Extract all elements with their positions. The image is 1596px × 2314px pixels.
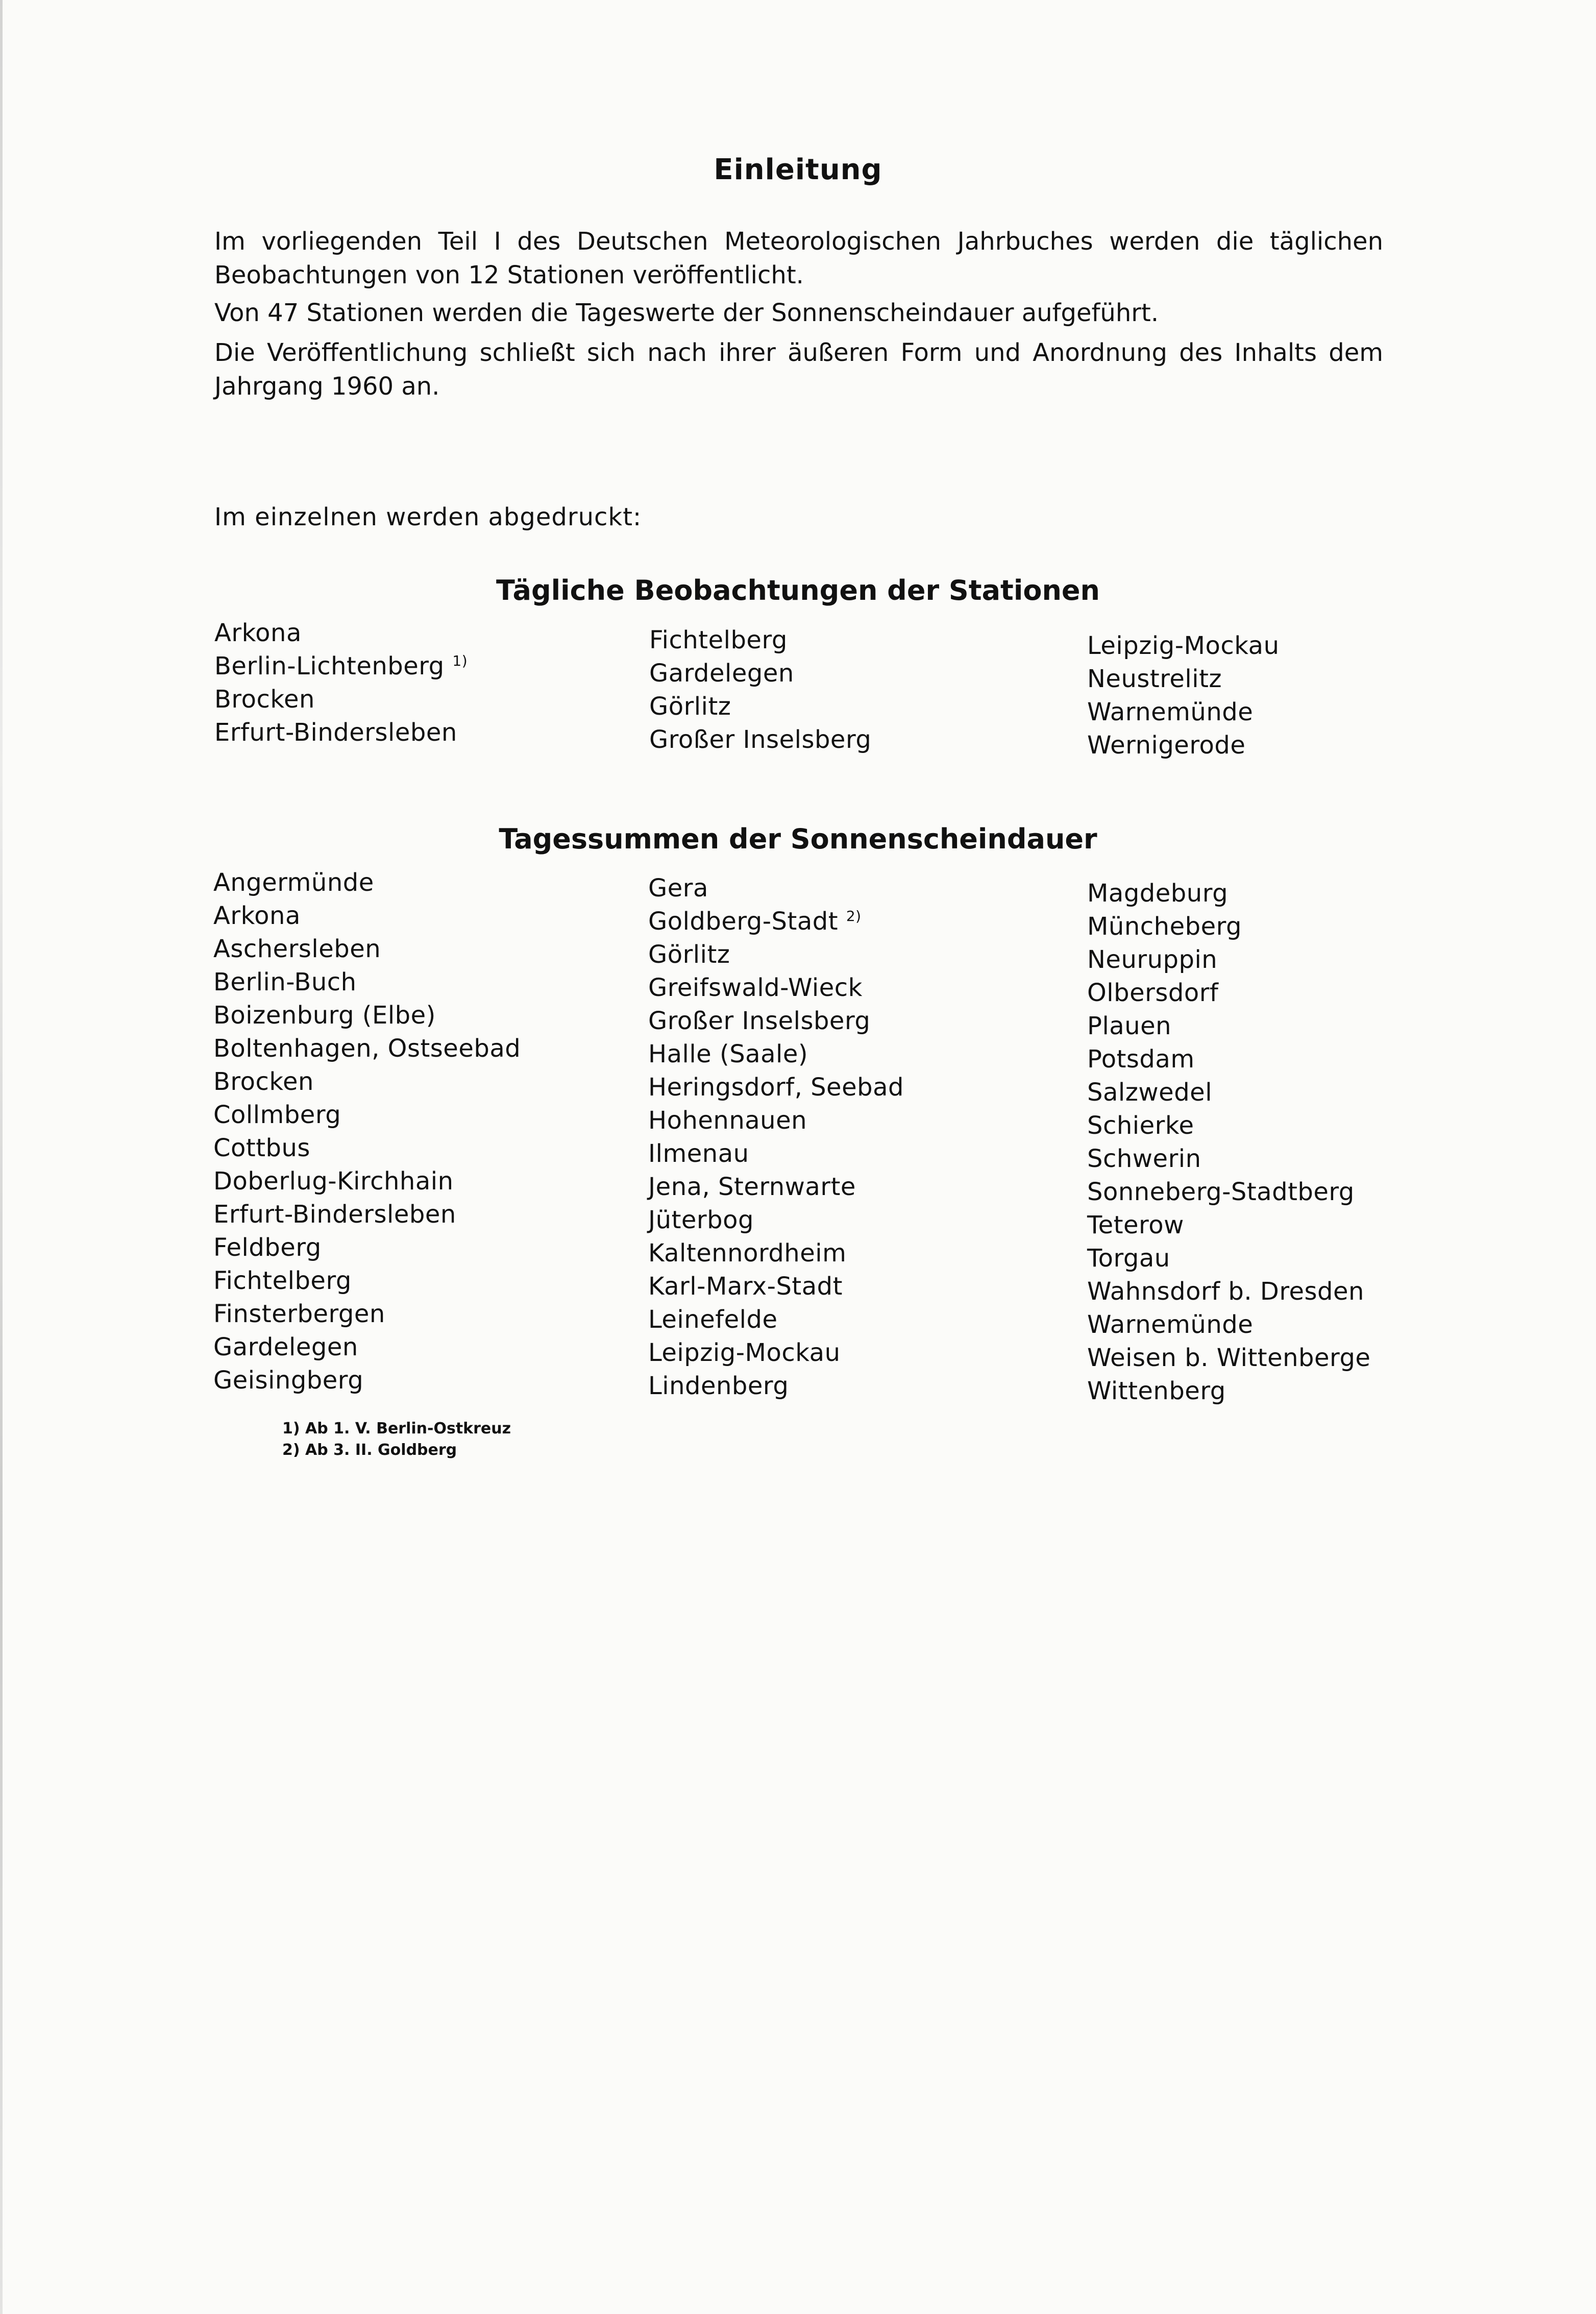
station-item: Wahnsdorf b. Dresden	[1087, 1277, 1364, 1306]
station-item: Warnemünde	[1087, 698, 1254, 726]
station-item: Gardelegen	[649, 659, 794, 688]
station-item: Jena, Sternwarte	[648, 1173, 856, 1201]
footnote-2: 2) Ab 3. II. Goldberg	[282, 1441, 457, 1459]
station-item: Schwerin	[1087, 1144, 1201, 1173]
station-item: Jüterbog	[648, 1206, 754, 1234]
station-item: Feldberg	[213, 1233, 322, 1262]
station-item: Doberlug-Kirchhain	[213, 1167, 454, 1196]
station-item: Halle (Saale)	[648, 1040, 808, 1068]
intro-paragraph-2: Von 47 Stationen werden die Tageswerte der Sonnenscheindauer aufgeführt.	[214, 299, 1159, 327]
station-item: Gardelegen	[213, 1333, 358, 1361]
station-item: Plauen	[1087, 1012, 1172, 1040]
station-item: Erfurt-Bindersleben	[214, 718, 457, 747]
station-item: Ilmenau	[648, 1139, 749, 1168]
station-item: Großer Inselsberg	[648, 1007, 871, 1035]
station-item: Cottbus	[213, 1134, 310, 1162]
station-item: Weisen b. Wittenberge	[1087, 1344, 1371, 1372]
station-item: Angermünde	[213, 868, 374, 897]
station-item: Müncheberg	[1087, 912, 1242, 941]
station-item: Görlitz	[648, 940, 730, 969]
station-item: Lindenberg	[648, 1372, 789, 1400]
daily-stations-column-1	[214, 617, 468, 749]
station-item: Boizenburg (Elbe)	[213, 1001, 436, 1030]
station-item: Fichtelberg	[213, 1266, 352, 1295]
section-title-daily-observations: Tägliche Beobachtungen der Stationen	[496, 574, 1100, 606]
station-item: Fichtelberg	[649, 626, 788, 654]
station-item: Brocken	[213, 1067, 314, 1096]
station-item: Torgau	[1087, 1244, 1170, 1273]
daily-stations-column-2	[649, 624, 871, 757]
page-title: Einleitung	[714, 153, 882, 186]
footnote-marker: 2)	[846, 908, 862, 924]
intro-paragraph-1: Im vorliegenden Teil I des Deutschen Meteorologischen Jahrbuches werden die täglichen Beobachtungen von 12 Stationen veröffentlicht.	[214, 227, 1383, 289]
station-item: Arkona	[214, 619, 302, 647]
footnote-marker: 1)	[452, 652, 468, 669]
station-item: Kaltennordheim	[648, 1239, 847, 1268]
intro-paragraph-3: Die Veröffentlichung schließt sich nach ihrer äußeren Form und Anordnung des Inhalts dem Jahrgang 1960 an.	[214, 338, 1383, 401]
station-item: Arkona	[213, 902, 301, 930]
station-item: Potsdam	[1087, 1045, 1195, 1074]
station-item: Collmberg	[213, 1101, 341, 1129]
station-item: Hohennauen	[648, 1106, 807, 1135]
station-item: Berlin-Lichtenberg $^{1)}$	[214, 652, 468, 680]
station-item: Heringsdorf, Seebad	[648, 1073, 904, 1102]
station-item: Leinefelde	[648, 1305, 778, 1334]
station-item: Teterow	[1087, 1211, 1184, 1239]
station-item: Salzwedel	[1087, 1078, 1213, 1107]
sunshine-stations-column-2	[648, 872, 904, 1403]
section-title-sunshine-duration: Tagessummen der Sonnenscheindauer	[499, 823, 1097, 855]
station-item: Neustrelitz	[1087, 665, 1222, 693]
station-item: Leipzig-Mockau	[1087, 631, 1280, 660]
station-item: Schierke	[1087, 1111, 1194, 1140]
sunshine-stations-column-3	[1087, 877, 1370, 1408]
station-item: Wittenberg	[1087, 1377, 1226, 1405]
station-item: Boltenhagen, Ostseebad	[213, 1034, 521, 1063]
station-item: Finsterbergen	[213, 1300, 385, 1328]
sunshine-stations-column-1	[213, 866, 521, 1397]
station-item: Görlitz	[649, 692, 731, 721]
station-item: Neuruppin	[1087, 945, 1218, 974]
station-item: Geisingberg	[213, 1366, 364, 1395]
station-item: Warnemünde	[1087, 1310, 1254, 1339]
station-item: Berlin-Buch	[213, 968, 357, 996]
station-item: Karl-Marx-Stadt	[648, 1272, 843, 1301]
station-item: Brocken	[214, 685, 315, 714]
station-item: Wernigerode	[1087, 731, 1246, 760]
station-item: Olbersdorf	[1087, 979, 1219, 1007]
station-item: Sonneberg-Stadtberg	[1087, 1178, 1355, 1206]
station-item: Goldberg-Stadt $^{2)}$	[648, 907, 862, 936]
footnotes	[282, 1418, 511, 1461]
station-item: Erfurt-Bindersleben	[213, 1200, 456, 1229]
station-item: Magdeburg	[1087, 879, 1229, 908]
station-item: Gera	[648, 874, 708, 903]
page-scan-edge	[0, 0, 3, 2314]
station-item: Aschersleben	[213, 935, 381, 963]
footnote-1: 1) Ab 1. V. Berlin-Ostkreuz	[282, 1420, 511, 1438]
station-item: Greifswald-Wieck	[648, 973, 863, 1002]
station-item: Leipzig-Mockau	[648, 1338, 841, 1367]
station-item: Großer Inselsberg	[649, 725, 872, 754]
list-intro: Im einzelnen werden abgedruckt:	[214, 503, 642, 531]
daily-stations-column-3	[1087, 629, 1280, 762]
